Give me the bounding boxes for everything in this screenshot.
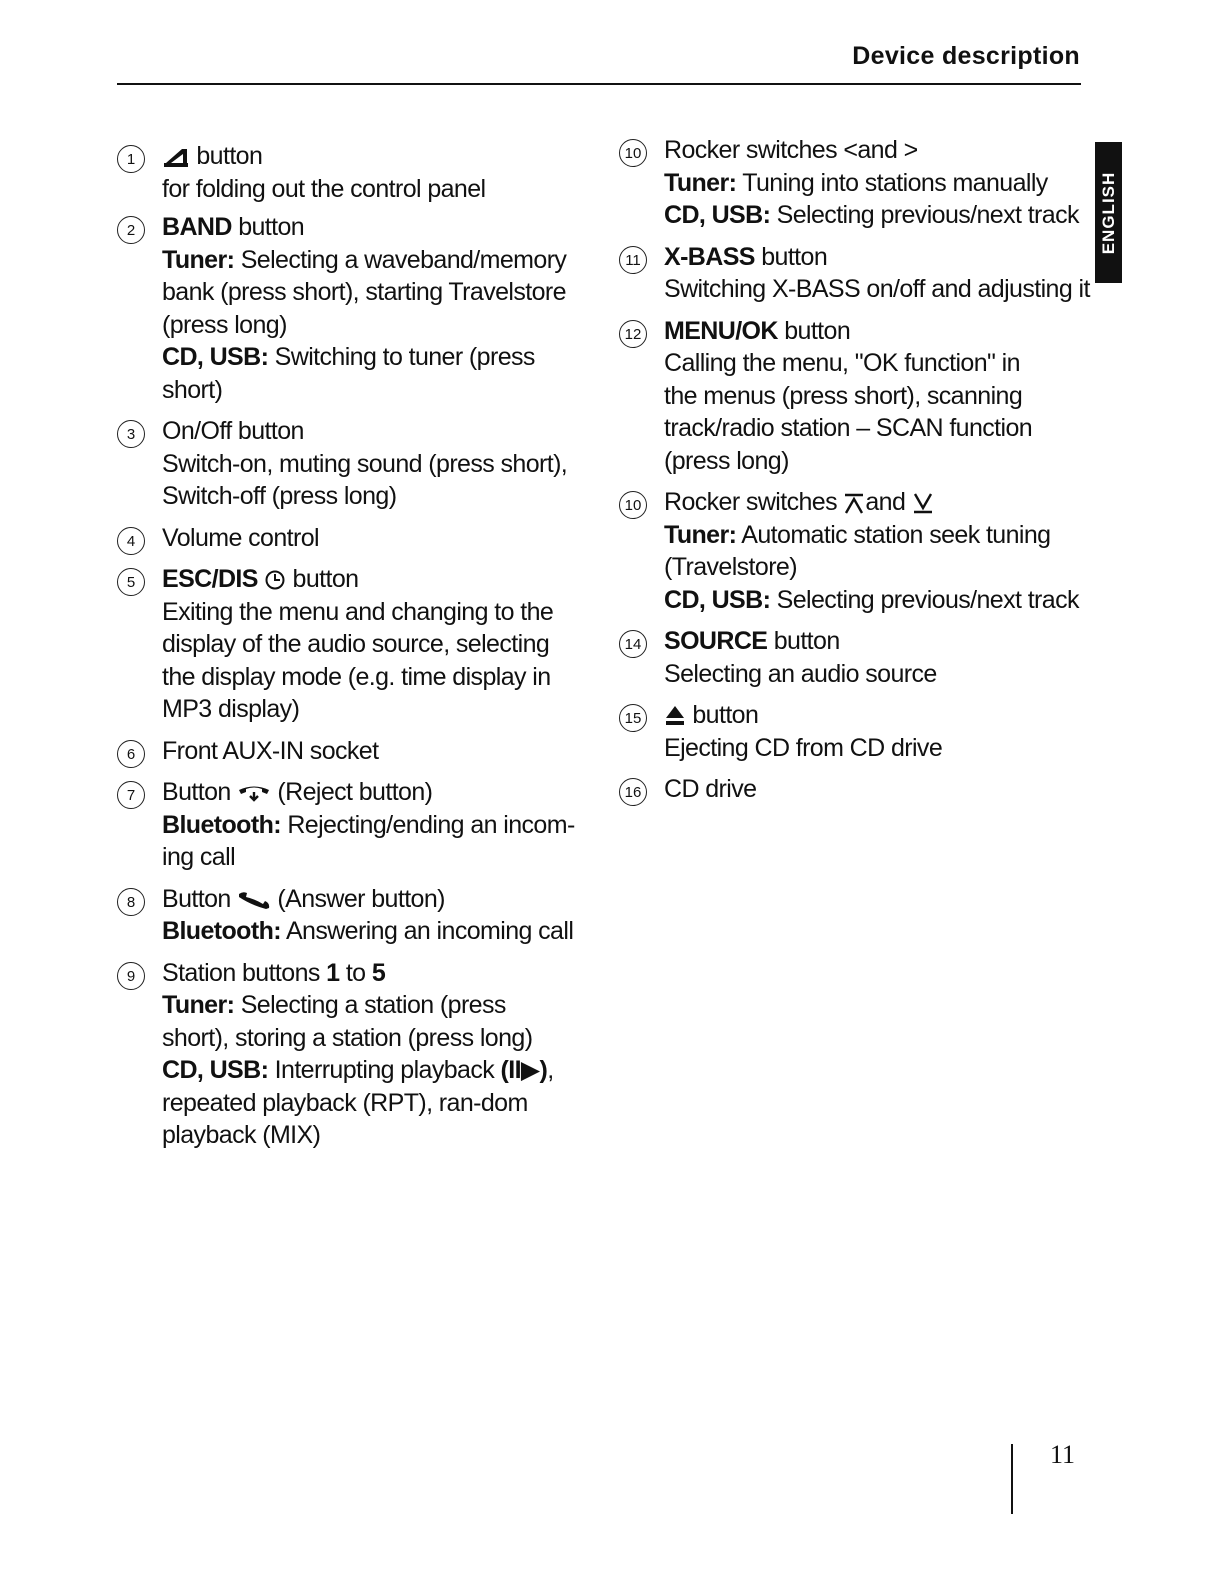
- list-item: [117, 522, 597, 555]
- item-number: 15: [619, 704, 647, 732]
- item-title-suffix: button: [196, 142, 263, 170]
- tuner-label: Tuner:: [162, 991, 235, 1019]
- footer-divider: [1011, 1444, 1013, 1514]
- list-item: [619, 625, 1089, 690]
- tuner-text: Selecting a station (press short), storing a station (press long): [162, 991, 533, 1052]
- list-item: [117, 735, 597, 768]
- item-title-prefix: Button: [162, 884, 231, 913]
- list-item: [117, 140, 597, 205]
- cd-usb-text: Selecting previous/next track: [776, 201, 1079, 229]
- rocker-right-symbol: >: [903, 136, 918, 164]
- item-title: On/Off button: [162, 417, 304, 445]
- item-number: 10: [619, 491, 647, 519]
- item-title-bold: ESC/DIS: [162, 565, 258, 593]
- item-number: 4: [117, 527, 145, 555]
- cd-usb-label: CD, USB:: [162, 1056, 269, 1084]
- list-item: [619, 773, 1089, 806]
- cd-usb-label: CD, USB:: [664, 201, 771, 229]
- clock-icon: [264, 569, 286, 591]
- rocker-left-symbol: <: [843, 136, 858, 164]
- list-item: [117, 883, 597, 948]
- list-item: [117, 563, 597, 726]
- list-item: [619, 486, 1089, 616]
- cd-usb-text: Switching to tuner (press short): [162, 343, 535, 404]
- cd-usb-label: CD, USB:: [664, 585, 771, 614]
- item-number: 8: [117, 888, 145, 916]
- item-title: CD drive: [664, 775, 757, 803]
- item-number: 11: [619, 246, 647, 274]
- tuner-label: Tuner:: [664, 520, 737, 549]
- item-title-bold: BAND: [162, 213, 232, 241]
- tuner-label: Tuner:: [162, 245, 235, 274]
- item-number: 1: [117, 145, 145, 173]
- list-item: [117, 211, 597, 406]
- cd-usb-text: Selecting previous/next track: [776, 585, 1079, 614]
- rocker-down-icon: [912, 491, 934, 515]
- tuner-label: Tuner:: [664, 168, 737, 197]
- list-item: [117, 776, 597, 874]
- item-title-suffix: button: [238, 213, 305, 241]
- item-title-suffix: button: [784, 316, 851, 345]
- page-title: Device description: [852, 42, 1080, 70]
- item-title: Volume control: [162, 523, 319, 552]
- item-number: 2: [117, 216, 145, 244]
- right-column: [619, 134, 1089, 815]
- list-item: [117, 415, 597, 513]
- list-item: [117, 957, 597, 1152]
- cd-usb-label: CD, USB:: [162, 343, 269, 371]
- bluetooth-text: Rejecting/ending an incom-ing call: [162, 810, 575, 871]
- cd-usb-text-2: , repeated playback (RPT), ran-dom playback (MIX): [162, 1056, 554, 1149]
- reject-call-icon: [237, 783, 271, 803]
- eject-icon: [664, 704, 686, 728]
- list-item: [619, 241, 1089, 306]
- tuner-text: Tuning into stations manually: [742, 168, 1048, 197]
- bluetooth-label: Bluetooth:: [162, 917, 281, 945]
- item-title-and: and: [857, 136, 898, 164]
- item-title-and: and: [865, 488, 906, 516]
- fold-panel-icon: [162, 145, 190, 169]
- item-title-suffix: (Answer button): [277, 884, 445, 913]
- rocker-up-icon: [843, 491, 865, 515]
- item-title-bold: MENU/OK: [664, 316, 778, 345]
- item-description: Selecting an audio source: [664, 659, 937, 688]
- item-description: Exiting the menu and changing to the display of the audio source, selecting the display mode (e.g. time display in MP3 display): [162, 597, 554, 723]
- language-tab-label: ENGLISH: [1098, 171, 1118, 254]
- item-title-bold: X-BASS: [664, 242, 755, 271]
- item-description: for folding out the control panel: [162, 174, 486, 203]
- item-number: 14: [619, 630, 647, 658]
- item-title-suffix: (Reject button): [277, 778, 433, 806]
- item-title-suffix: button: [761, 242, 828, 271]
- item-title-bold: 1: [326, 958, 340, 987]
- tuner-text: Selecting a waveband/memory bank (press short), starting Travelstore (press long): [162, 245, 567, 339]
- item-number: 10: [619, 139, 647, 167]
- item-description: Switching X-BASS on/off and adjusting it: [664, 275, 1090, 303]
- left-column: [117, 140, 597, 1161]
- item-title-bold: 5: [371, 958, 386, 987]
- item-number: 9: [117, 962, 145, 990]
- list-item: [619, 699, 1089, 764]
- item-description: Ejecting CD from CD drive: [664, 733, 943, 762]
- language-tab: [1095, 142, 1122, 283]
- item-title: Front AUX-IN socket: [162, 736, 379, 765]
- item-title-mid: to: [345, 958, 366, 987]
- play-pause-symbol: (II▶): [500, 1056, 548, 1084]
- page-number: 11: [1050, 1440, 1076, 1469]
- bluetooth-label: Bluetooth:: [162, 810, 281, 839]
- item-title-bold: SOURCE: [664, 627, 768, 655]
- item-number: 5: [117, 568, 145, 596]
- item-title-suffix: button: [773, 627, 840, 655]
- item-number: 6: [117, 740, 145, 768]
- item-title-prefix: Station buttons: [162, 958, 320, 987]
- answer-call-icon: [237, 890, 271, 910]
- item-title-suffix: button: [292, 565, 359, 593]
- item-number: 16: [619, 778, 647, 806]
- item-title-suffix: button: [692, 701, 759, 729]
- cd-usb-text: Interrupting playback: [274, 1056, 495, 1084]
- list-item: [619, 315, 1089, 478]
- tuner-text: Automatic station seek tuning (Travelstore): [664, 520, 1051, 581]
- item-title: Rocker switches: [664, 488, 837, 516]
- item-number: 3: [117, 420, 145, 448]
- item-number: 7: [117, 781, 145, 809]
- header-divider: [117, 83, 1081, 85]
- item-title: Rocker switches: [664, 136, 837, 164]
- bluetooth-text: Answering an incoming call: [285, 917, 574, 945]
- list-item: [619, 134, 1089, 232]
- item-description: Calling the menu, "OK function" in the menus (press short), scanning track/radio station – SCAN function (press long): [664, 349, 1033, 475]
- item-number: 12: [619, 320, 647, 348]
- item-title-prefix: Button: [162, 778, 231, 806]
- item-description: Switch-on, muting sound (press short), Switch-off (press long): [162, 449, 568, 510]
